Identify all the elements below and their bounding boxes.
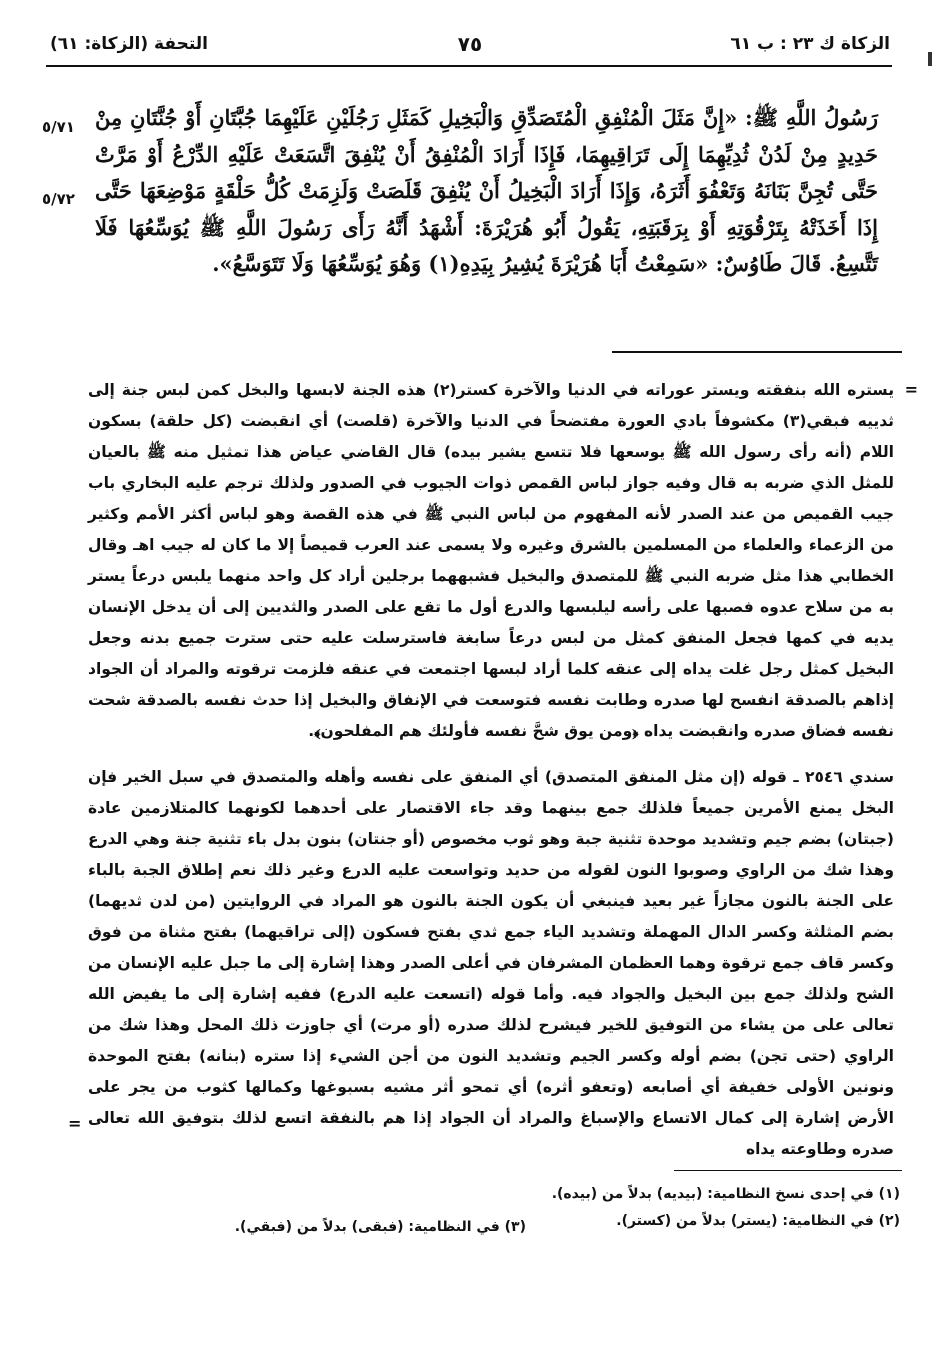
commentary-paragraph-1: يستره الله بنفقته ويستر عوراته في الدنيا والآخرة كستر(٢) هذه الجنة لابسها والبخل كمن لبس جنة إلى ثدييه فبقي(٣) مكشوفاً بادي العورة مفتضحاً في الدنيا والآخرة (قلصت) أي انقبضت (كل حلقة) بسكون اللام (أنه رأى رسول الله ﷺ يوسعها فلا تتسع يشير بيده) قال القاضي عياض هذا تمثيل منه ﷺ بالعيان للمثل الذي ضربه به قال وفيه جواز لباس القمص ذوات الجيوب في الصدور ولذلك ترجم عليه البخاري باب جيب القميص من عند الصدر لأنه المفهوم من لباس النبي ﷺ في هذه القصة وهو لباس أكثر الأمم وكثير من الزعماء والعلماء من المسلمين بالشرق وغيره ولا يسمى عند العرب قميصاً إلا ما كان له جيب اهـ وقال الخطابي هذا مثل ضربه النبي ﷺ للمتصدق والبخيل فشبههما برجلين أراد كل واحد منهما يلبس درعاً يستر به من سلاح عدوه فصبها على رأسه ليلبسها والدرع أول ما تقع على الصدر والثديين إلى أن يدخل الإنسان يديه في كمها فجعل المنفق كمثل من لبس درعاً سابغة فاسترسلت عليه حتى سترت جميع بدنه وجعل البخيل كمثل رجل غلت يداه إلى عنقه كلما أراد لبسها اجتمعت في عنقه فلزمت ترقوته والمراد أن الجواد إذاهم بالصدقة انفسح لها صدره وطابت نفسه فتوسعت في الإنفاق والبخيل إذا حدث نفسه بالصدقة شحت نفسه فضاق صدره وانقبضت يداه ﴿ومن يوق شحَّ نفسه فأولئك هم المفلحون﴾. <box>88 381 895 740</box>
hadith-text: رَسُولُ اللَّهِ ﷺ: «إِنَّ مَثَلَ الْمُنْفِقِ الْمُتَصَدِّقِ وَالْبَخِيلِ كَمَثَلِ رَجُلَيْنِ عَلَيْهِمَا جُبَّتَانِ أَوْ جُنَّتَانِ مِنْ حَدِيدٍ مِنْ لَدُنْ ثُدِيِّهِمَا إِلَى تَرَاقِيهِمَا، فَإِذَا أَرَادَ الْمُنْفِقُ أَنْ يُنْفِقَ اتَّسَعَتْ عَلَيْهِ الدِّرْعُ أَوْ مَرَّتْ حَتَّى تُجِنَّ بَنَانَهُ وَتَعْفُوَ أَثَرَهُ، وَإِذَا أَرَادَ الْبَخِيلُ أَنْ يُنْفِقَ قَلَصَتْ وَلَزِمَتْ كُلُّ حَلْقَةٍ مَوْضِعَهَا حَتَّى إِذَا أَخَذَتْهُ بِتَرْقُوَتِهِ أَوْ بِرَقَبَتِهِ، يَقُولُ أَبُو هُرَيْرَةَ: أَشْهَدُ أَنَّهُ رَأَى رَسُولَ اللَّهِ ﷺ يُوَسِّعُهَا فَلَا تَتَّسِعُ. قَالَ طَاوُسٌ: «سَمِعْتُ أَبَا هُرَيْرَةَ يُشِيرُ بِيَدِهِ(١) وَهُوَ يُوَسِّعُهَا وَلَا تَتَوَسَّعُ». <box>95 105 878 276</box>
header-divider <box>46 65 892 67</box>
page-number: ٧٥ <box>457 32 483 56</box>
commentary-block-2 <box>88 762 894 1165</box>
margin-ref-1: ٥/٧١ <box>42 118 75 136</box>
running-header <box>50 28 890 58</box>
commentary-paragraph-2: سندي ٢٥٤٦ ـ قوله (إن مثل المنفق المتصدق) أي المنفق على نفسه وأهله والمتصدق في سبل الخير فإن البخل يمنع الأمرين جميعاً فلذلك جمع بينهما وقد جاء الاقتصار على أحدهما لكونهما كالمتلازمين عادة (جبتان) بضم جيم وتشديد موحدة تثنية جبة وهو ثوب مخصوص (أو جنتان) بنون بدل باء تثنية جنة وهي الدرع وهذا شك من الراوي وصوبوا النون لقوله من حديد وتواسعت عليه الدرع وغير ذلك نعم إطلاق الجبة بالباء على الجنة بالنون مجازاً غير بعيد فينبغي أن يكون الجنة بالنون هو المراد في الروايتين (من لدن ثديهما) بضم المثلثة وكسر الدال المهملة وتشديد الياء جمع ثدي بفتح فسكون (إلى تراقيهما) بفتح مثناة من فوق وكسر قاف جمع ترقوة وهما العظمان المشرفان في أعلى الصدر وهذا إشارة إلى ما جبل عليه الإنسان من الشح ولذلك جمع بين البخيل والجواد فيه. وأما قوله (اتسعت عليه الدرع) ففيه إشارة إلى ما يفيض الله تعالى على من يشاء من التوفيق للخير فيشرح لذلك صدره (أو مرت) أي جاوزت ذلك المحل وهذا شك من الراوي (حتى تجن) بضم أوله وكسر الجيم وتشديد النون من أجن الشيء إذا ستره (بنانه) بفتح الموحدة ونونين الأولى خفيفة أي أصابعه (وتعفو أثره) أي تمحو أثر مشيه بسبوغها وكمالها كثوب من يجر على الأرض إشارة إلى كمال الاتساع والإسباغ والمراد أن الجواد إذا هم بالنفقة اتسع لذلك بتوفيق الله تعالى صدره وطاوعته يداه <box>88 768 894 1158</box>
margin-ref-2: ٥/٧٢ <box>42 190 75 208</box>
continuation-mark-bottom: = <box>68 1114 82 1133</box>
header-chapter-ref: الزكاة ك ٢٣ : ب ٦١ <box>730 34 890 54</box>
hadith-text-block <box>95 100 878 283</box>
footnote-divider <box>674 1170 902 1171</box>
footnote-3: (٣) في النظامية: (فبقى) بدلاً من (فبقي). <box>234 1219 526 1235</box>
hadith-divider <box>612 351 902 353</box>
header-book-ref: التحفة (الزكاة: ٦١) <box>50 34 208 54</box>
edge-mark <box>928 52 932 66</box>
footnote-1: (١) في إحدى نسخ النظامية: (بيديه) بدلاً من (بيده). <box>551 1186 900 1202</box>
commentary-block-1 <box>88 375 894 747</box>
continuation-mark-top: = <box>904 380 918 399</box>
footnote-2: (٢) في النظامية: (يستر) بدلاً من (كستر). <box>616 1213 900 1229</box>
